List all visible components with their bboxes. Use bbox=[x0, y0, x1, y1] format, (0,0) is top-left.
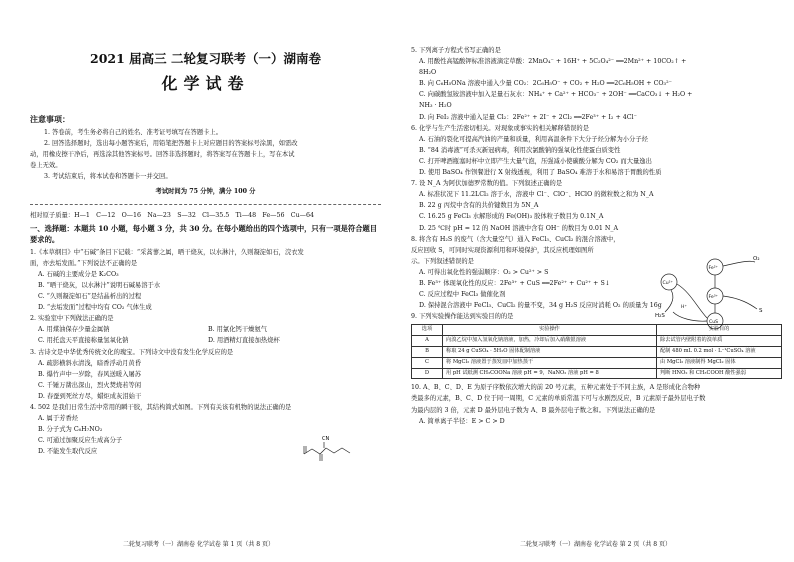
table-cell: A bbox=[412, 336, 443, 347]
atomic-masses: 相对原子质量：H—1 C—12 O—16 Na—23 S—32 Cl—35.5 Ti—48 Fe—56 Cu—64 bbox=[30, 211, 314, 219]
q2-options-row bbox=[30, 324, 381, 335]
q10-stem: 类最多的元素，B、C、D 位于同一周期，C 元素的单质常温下可与水剧烈反应，B 元素原子最外层电子数 bbox=[411, 395, 706, 403]
q6-option: B. “84 消毒液”可杀灭新冠病毒，利用次氯酸钠的强氧化性使蛋白质变性 bbox=[419, 146, 621, 154]
q5-line: A. 用酸性高锰酸钾标准溶液滴定草酸：2MnO₄⁻ + 16H⁺ + 5C₂O₄²⁻ ══2Mn²⁺ + 10CO₂↑ + bbox=[419, 58, 687, 66]
table-row bbox=[412, 357, 782, 368]
q5-line: 8H₂O bbox=[419, 69, 437, 77]
q4-option: A. 属于芳香烃 bbox=[38, 415, 79, 423]
structure-cn-label: CN bbox=[322, 436, 330, 442]
q1-option: D. “去垢发面”过程中均有 CO₂ 气体生成 bbox=[38, 304, 152, 312]
page-2 bbox=[397, 0, 794, 562]
q4-stem: 4. 502 是我们日常生活中常用的瞬干胶，其结构简式如图。下列有关该有机物的说法正确的是 bbox=[30, 403, 292, 411]
diagram-cus-label: CuS bbox=[709, 320, 719, 325]
q4-option: D. 不能发生取代反应 bbox=[38, 448, 98, 456]
table-cell: C bbox=[412, 357, 443, 368]
q3-option: B. 爆竹声中一岁除，春风送暖入屠苏 bbox=[38, 370, 142, 378]
table-header: 选项 bbox=[412, 325, 443, 336]
table-header: 实验目的 bbox=[657, 325, 782, 336]
q2-option: B. 用氯化钙干燥氨气 bbox=[208, 326, 268, 334]
q8-stem: 示。下列叙述错误的是 bbox=[411, 257, 474, 265]
reaction-mechanism-diagram bbox=[655, 252, 773, 330]
q1-option: C. “久则凝淀如石”是结晶析出的过程 bbox=[38, 293, 142, 301]
table-cell: 将 MgCl₂ 溶液置于蒸发皿中加热蒸干 bbox=[443, 357, 657, 368]
q3-option: A. 疏影横斜水清浅，暗香浮动月黄昏 bbox=[38, 359, 142, 367]
notice-line: 卷上无效。 bbox=[30, 162, 62, 170]
q5-line: B. 向 C₆H₅ONa 溶液中通入少量 CO₂：2C₆H₅O⁻ + CO₂ + H₂O ══2C₆H₅OH + CO₃²⁻ bbox=[419, 80, 672, 88]
q4-option: C. 可通过加聚反应生成高分子 bbox=[38, 437, 123, 445]
diagram-s-label: S bbox=[759, 308, 763, 314]
q10-stem: 为最内层的 3 倍，元素 D 最外层电子数为 A、B 最外层电子数之和。下列说法正确的是 bbox=[411, 406, 656, 414]
notice-line: 3. 考试结束后，将本试卷和答题卡一并交回。 bbox=[44, 173, 172, 181]
notice-line: 动，用橡皮擦干净后，再选涂其他答案标号。回答非选择题时，将答案写在答题卡上，写在本试 bbox=[30, 151, 295, 159]
q8-option: B. Fe³⁺ 体现氧化性的反应：2Fe³⁺ + CuS ══2Fe²⁺ + Cu²⁺ + S↓ bbox=[419, 279, 611, 287]
q3-option: D. 春蚕到死丝方尽，蜡炬成灰泪始干 bbox=[38, 392, 142, 400]
section-heading: 一、选择题：本题共 10 小题，每小题 3 分，共 30 分。在每小题给出的四个选项中，只有一项是符合题目要求的。 bbox=[30, 223, 378, 244]
table-cell: 判断 HNO₂ 和 CH₃COOH 酸性强弱 bbox=[657, 368, 782, 379]
exam-subtitle: 化学试卷 bbox=[161, 74, 250, 93]
q6-stem: 6. 化学与生产生活密切相关。对现象或事实的相关解释错误的是 bbox=[411, 124, 590, 132]
q3-stem: 3. 古诗文是中华优秀传统文化的瑰宝。下列诗文中没有发生化学反应的是 bbox=[30, 348, 234, 356]
table-cell: 除去试管内壁附着的溴单质 bbox=[657, 336, 782, 347]
table-row bbox=[412, 368, 782, 379]
q7-stem: 7. 设 N_A 为阿伏加德罗常数的值。下列叙述正确的是 bbox=[411, 180, 563, 188]
table-cell: B bbox=[412, 346, 443, 357]
table-cell: 配制 480 mL 0.2 mol · L⁻¹CuSO₄ 溶液 bbox=[657, 346, 782, 357]
q1-option: A. 石碱的主要成分是 K₂CO₃ bbox=[38, 270, 119, 278]
q1-stem: 面，亦去垢发面。”下列说法不正确的是 bbox=[30, 259, 138, 267]
table-cell: D bbox=[412, 368, 443, 379]
q7-option: B. 22 g 丙烷中含有的共价键数目为 5N_A bbox=[419, 202, 539, 210]
notice-line: 2. 回答选择题时，选出每小题答案后，用铅笔把答题卡上对应题目的答案标号涂黑，如需改 bbox=[44, 140, 298, 148]
q2-option: C. 用托盘天平直接称量氢氧化钠 bbox=[38, 337, 129, 345]
q5-line: NH₃ · H₂O bbox=[419, 102, 452, 110]
table-cell: 称取 24 g CuSO₄ · 5H₂O 固体配制溶液 bbox=[443, 346, 657, 357]
q7-option: A. 标准状况下 11.2LCl₂ 溶于水，溶液中 Cl⁻、ClO⁻、HClO 的微粒数之和为 N_A bbox=[419, 191, 654, 199]
q9-stem: 9. 下列实验操作能达到实验目的的是 bbox=[411, 313, 514, 321]
q7-option: C. 16.25 g FeCl₃ 水解形成的 Fe(OH)₃ 胶体粒子数目为 0.1N_A bbox=[419, 213, 604, 221]
diagram-o2-label: O₂ bbox=[753, 256, 760, 262]
q6-option: D. 使用 BaSO₄ 作钡餐进行 X 射线透视，利用了 BaSO₄ 难溶于水和易溶于胃酸的性质 bbox=[419, 169, 662, 177]
table-cell: 向溴乙烷中加入氢氧化钠溶液，加热，冷却后加入硝酸银溶液 bbox=[443, 336, 657, 347]
exam-info: 考试时间为 75 分钟，满分 100 分 bbox=[155, 188, 256, 196]
q2-stem: 2. 实验室中下列做法正确的是 bbox=[30, 315, 114, 323]
q9-table bbox=[411, 324, 782, 379]
q5-stem: 5. 下列离子方程式书写正确的是 bbox=[411, 47, 501, 54]
q6-option: C. 打开啤酒瓶塞时杯中立即产生大量气泡，压强减小使碳酸分解为 CO₂ 而大量逸出 bbox=[419, 157, 652, 165]
divider bbox=[30, 204, 381, 205]
diagram-cu2-label: Cu²⁺ bbox=[662, 281, 673, 286]
q6-option: A. 石油的裂化可提高汽油的产量和质量，利用高温条件下大分子烃分解为小分子烃 bbox=[419, 135, 648, 143]
diagram-fe2-label: Fe²⁺ bbox=[708, 266, 718, 271]
q8-option: A. 可得出氧化性的强弱顺序：O₂ > Cu²⁺ > S bbox=[419, 268, 549, 276]
structure-formula bbox=[300, 434, 352, 462]
q8-option: C. 反应过程中 FeCl₃ 做催化剂 bbox=[419, 291, 506, 299]
table-row bbox=[412, 346, 782, 357]
exam-title: 2021 届高三 二轮复习联考（一）湖南卷 bbox=[90, 51, 321, 66]
diagram-h2s-label: H₂S bbox=[655, 313, 665, 319]
q2-option: D. 用酒精灯直接加热烧杯 bbox=[208, 337, 280, 345]
page-footer: 二轮复习联考（一）湖南卷 化学试卷 第 2 页（共 8 页） bbox=[519, 541, 672, 548]
q10-option: A. 简单离子半径：E > C > D bbox=[419, 417, 505, 425]
q8-stem: 反应回收 S，可同时实现资源利用和环境保护，其反应机理如图所 bbox=[411, 246, 594, 254]
notice-title: 注意事项： bbox=[30, 114, 70, 124]
page-footer: 二轮复习联考（一）湖南卷 化学试卷 第 1 页（共 8 页） bbox=[122, 541, 275, 548]
q5-line: C. 向碳酸氢铵溶液中加入足量石灰水：NH₄⁺ + Ca²⁺ + HCO₃⁻ + 2OH⁻ ══CaCO₃↓ + H₂O + bbox=[419, 91, 693, 99]
q10-stem: 10. A、B、C、D、E 为原子序数依次增大的前 20 号元素，五种元素处于不同主族，A 是形成化合物种 bbox=[411, 384, 701, 392]
q8-stem: 8. 将含有 H₂S 的废气（含大量空气）通入 FeCl₃、CuCl₂ 的混合溶液中， bbox=[411, 235, 620, 243]
table-cell: 由 MgCl₂ 溶液制得 MgCl₂ 固体 bbox=[657, 357, 782, 368]
q8-option: D. 保持混合溶液中 FeCl₃、CuCl₂ 的量不变，34 g H₂S 反应时消耗 O₂ 的质量为 16g bbox=[419, 302, 662, 310]
q4-option: B. 分子式为 C₆H₇NO₂ bbox=[38, 426, 103, 434]
notice-line: 1. 答卷前，考生务必将自己的姓名、准考证号填写在答题卡上。 bbox=[44, 129, 223, 136]
table-cell: 用 pH 试纸测 CH₃COONa 溶液 pH = 9，NaNO₂ 溶液 pH = 8 bbox=[443, 368, 657, 379]
q5-line: D. 向 FeI₂ 溶液中通入足量 Cl₂：2Fe²⁺ + 2I⁻ + 2Cl₂ ══2Fe³⁺ + I₂ + 4Cl⁻ bbox=[419, 113, 637, 121]
diagram-fe3-label: Fe³⁺ bbox=[708, 295, 718, 300]
q3-option: C. 千锤万凿出深山，烈火焚烧若等闲 bbox=[38, 381, 142, 389]
q1-option: B. “晒干烧灰，以水淋汁”说明石碱易溶于水 bbox=[38, 281, 161, 289]
diagram-hplus-label: H⁺ bbox=[681, 305, 687, 310]
q2-option: A. 用煤油保存少量金属钠 bbox=[38, 326, 110, 334]
q1-stem: 1.《本草纲目》中“石碱”条目下记载：“采蒿蓼之属，晒干烧灰，以水淋汁，久则凝淀如石，浣衣发 bbox=[30, 248, 304, 256]
table-header: 实验操作 bbox=[443, 325, 657, 336]
q2-options-row bbox=[30, 335, 381, 346]
table-row bbox=[412, 336, 782, 347]
q7-option: D. 25 ℃时 pH = 12 的 NaOH 溶液中含有 OH⁻ 的数目为 0.01 N_A bbox=[419, 224, 619, 232]
